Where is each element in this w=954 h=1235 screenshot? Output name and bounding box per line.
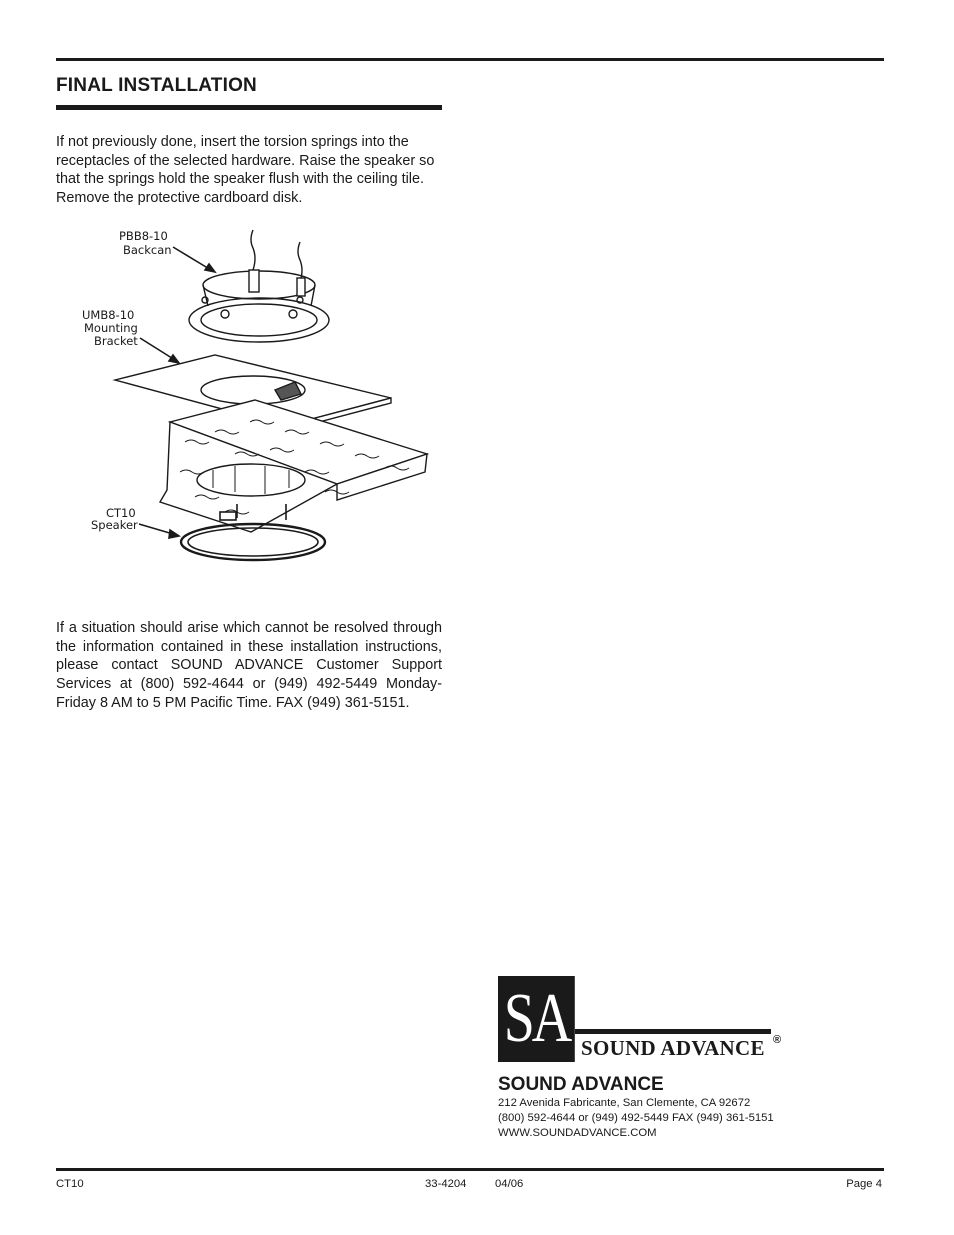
logo-bar xyxy=(575,1029,771,1034)
logo-monogram: SA xyxy=(498,976,575,1062)
instruction-paragraph: If not previously done, insert the torsion springs into the receptacles of the selected hardware. Raise the speaker so that the springs hold the speaker flush with the ceiling tile. Remove the protective cardboard disk. xyxy=(56,134,435,207)
company-phones: (800) 592-4644 or (949) 492-5449 FAX (949) 361-5151 xyxy=(498,1112,774,1124)
installation-diagram xyxy=(75,222,445,582)
top-rule xyxy=(56,58,884,61)
support-paragraph: If a situation should arise which cannot be resolved through the information contained in these installation instructions, please contact SOUND ADVANCE Customer Support Services at (800) 592-4644 or (949) 492-5449 Monday-Friday 8 AM to 5 PM Pacific Time. FAX (949) 361-5151. xyxy=(56,620,442,711)
speaker-label-2: Speaker xyxy=(91,518,138,532)
company-address: 212 Avenida Fabricante, San Clemente, CA 92672 xyxy=(498,1097,751,1109)
bracket-label-2: Mounting xyxy=(84,321,138,335)
company-website: WWW.SOUNDADVANCE.COM xyxy=(498,1127,657,1139)
title-underline xyxy=(56,105,442,110)
section-title: FINAL INSTALLATION xyxy=(56,75,257,96)
bracket-label-1: UMB8-10 xyxy=(82,308,135,322)
company-name: SOUND ADVANCE xyxy=(498,1074,664,1095)
bracket-label-3: Bracket xyxy=(94,334,138,348)
logo-wordmark: SOUND ADVANCE xyxy=(581,1036,765,1060)
backcan-drawing xyxy=(189,230,329,342)
registered-mark: ® xyxy=(773,1034,782,1046)
footer-part-number: 33-4204 xyxy=(425,1178,467,1190)
speaker-label-1: CT10 xyxy=(106,506,136,520)
footer-model: CT10 xyxy=(56,1178,84,1190)
footer-date: 04/06 xyxy=(495,1178,524,1190)
ceiling-tile-drawing xyxy=(160,400,427,532)
footer-page-number: Page 4 xyxy=(846,1178,882,1190)
bottom-rule xyxy=(56,1168,884,1171)
company-logo xyxy=(498,976,798,1066)
backcan-label-1: PBB8-10 xyxy=(119,229,168,243)
backcan-label-2: Backcan xyxy=(123,243,172,257)
